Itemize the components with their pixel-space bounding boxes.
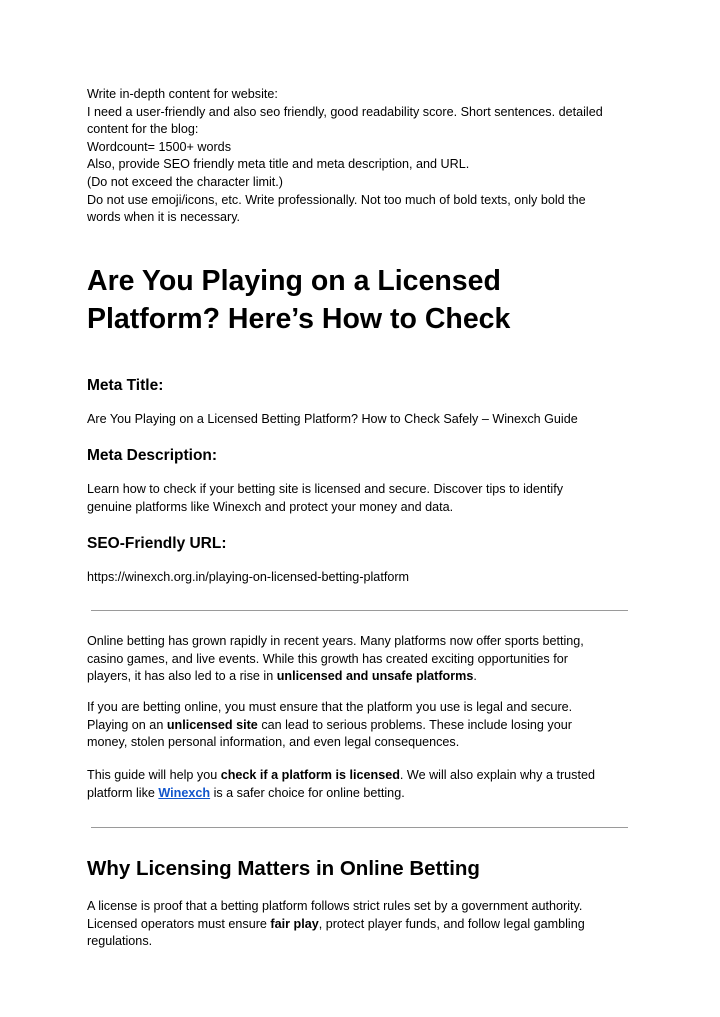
bold-text: unlicensed site <box>166 717 258 732</box>
intro-paragraph-2: If you are betting online, you must ensure that the platform you use is legal and secure. Playing on an unlicensed site can lead to serious problems. These include losing your money, stolen personal information, and even legal consequences. <box>87 700 573 750</box>
seo-url-text: https://winexch.org.in/playing-on-licensed-betting-platform <box>87 570 410 584</box>
meta-description-text: Learn how to check if your betting site is licensed and secure. Discover tips to identify genuine platforms like Winexch and protect your money and data. <box>87 482 564 514</box>
prompt-line: Wordcount= 1500+ words <box>87 139 231 154</box>
prompt-line: Also, provide SEO friendly meta title and meta description, and URL. <box>87 157 470 172</box>
meta-title-heading: Meta Title: <box>87 377 164 394</box>
seo-url-heading: SEO-Friendly URL: <box>87 535 227 552</box>
section-heading: Why Licensing Matters in Online Betting <box>87 857 480 880</box>
bold-text: check if a platform is licensed <box>220 768 400 782</box>
prompt-line: Write in-depth content for website: <box>87 87 278 101</box>
meta-title-text: Are You Playing on a Licensed Betting Platform? How to Check Safely – Winexch Guide <box>87 412 578 426</box>
divider <box>91 610 628 611</box>
intro-paragraph-3: This guide will help you check if a platform is licensed. We will also explain why a trusted platform like Winexch is a safer choice for online betting. <box>87 768 595 800</box>
meta-description-heading: Meta Description: <box>87 447 218 464</box>
bold-text: fair play <box>270 916 319 931</box>
prompt-line: Do not use emoji/icons, etc. Write professionally. Not too much of bold texts, only bold the <box>87 192 586 207</box>
section-paragraph: A license is proof that a betting platform follows strict rules set by a government authority. Licensed operators must ensure fair play, protect player funds, and follow legal gambling regulations. <box>87 899 585 949</box>
divider <box>91 827 628 828</box>
winexch-link[interactable]: Winexch <box>158 785 211 800</box>
prompt-line: words when it is necessary. <box>87 210 241 225</box>
page-title <box>87 262 647 338</box>
title-line-2: Platform? Here’s How to Check <box>87 303 511 335</box>
title-line-1: Are You Playing on a Licensed <box>87 265 501 297</box>
intro-paragraph-1: Online betting has grown rapidly in recent years. Many platforms now offer sports betting, casino games, and live events. While this growth has created exciting opportunities for players, it has also led to a rise in unlicensed and unsafe platforms. <box>87 634 584 684</box>
prompt-line: content for the blog: <box>87 122 199 137</box>
prompt-block <box>87 86 647 227</box>
bold-text: unlicensed and unsafe platforms <box>276 669 474 684</box>
prompt-line: (Do not exceed the character limit.) <box>87 174 283 189</box>
prompt-line: I need a user-friendly and also seo friendly, good readability score. Short sentences. detailed <box>87 104 603 119</box>
